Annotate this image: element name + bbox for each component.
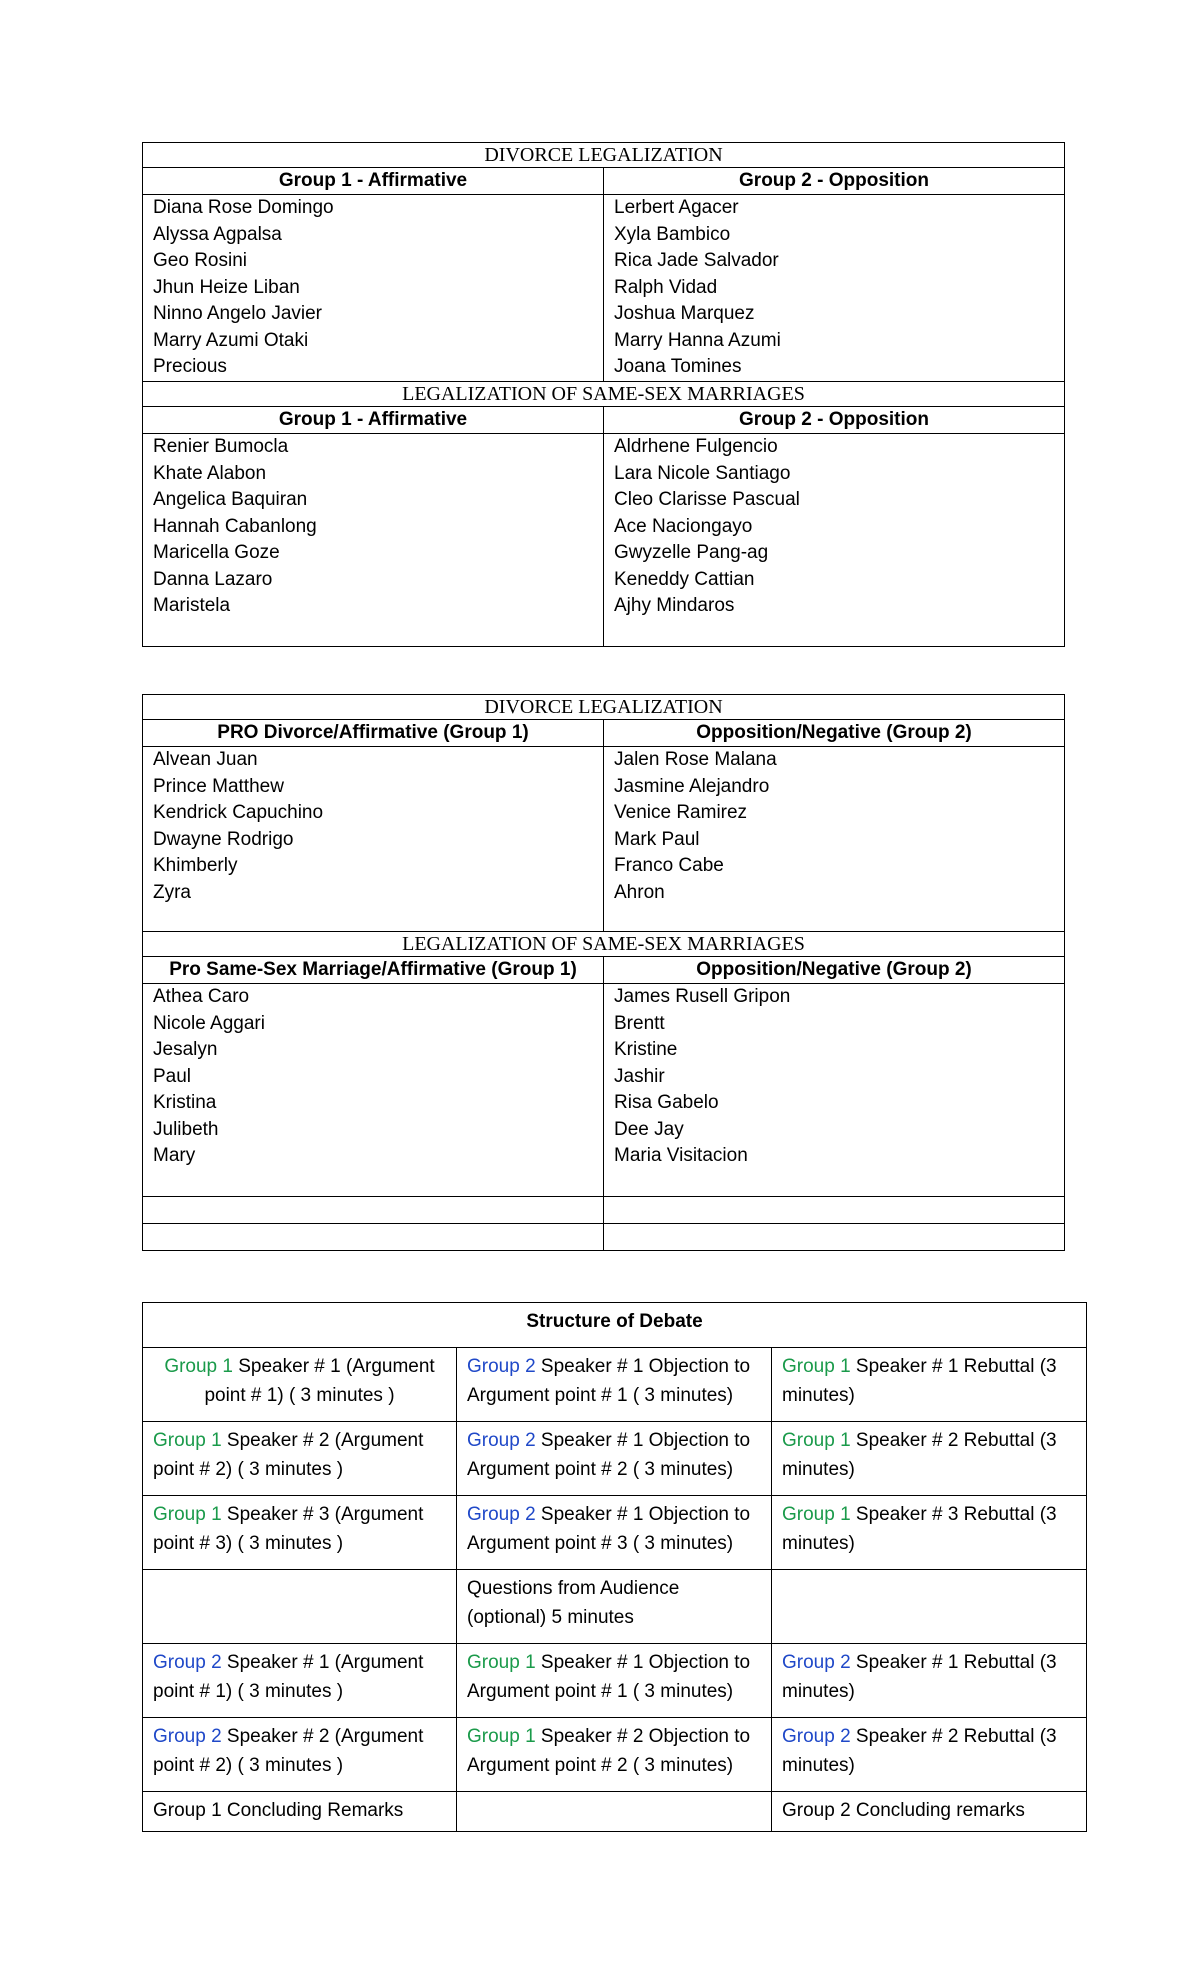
participant-name: Ninno Angelo Javier (153, 303, 322, 324)
participant-name: Dee Jay (614, 1118, 684, 1140)
group-label: Group 1 (782, 1430, 851, 1451)
participant-name: Dwayne Rodrigo (153, 828, 294, 850)
structure-cell-text: Questions from Audience (optional) 5 minutes (467, 1578, 680, 1628)
participant-name: Paul (153, 1065, 192, 1087)
column-header-pro: Pro Same-Sex Marriage/Affirmative (Group 1) (143, 957, 604, 984)
participant-name: Angelica Baquiran (153, 489, 308, 510)
participant-name: Lara Nicole Santiago (614, 462, 791, 484)
participant-name: Cleo Clarisse Pascual (614, 489, 800, 510)
participant-name: Mary (153, 1145, 196, 1166)
empty-cell (143, 1224, 604, 1251)
structure-cell-text: Speaker # 1 (Argument point # 1) ( 3 minutes ) (153, 1652, 424, 1702)
structure-cell (457, 1422, 772, 1496)
section-title: LEGALIZATION OF SAME-SEX MARRIAGES (143, 932, 1065, 957)
participant-name: Marry Azumi Otaki (153, 329, 309, 351)
structure-cell (143, 1422, 457, 1496)
participant-name: Marry Hanna Azumi (614, 329, 781, 351)
negative-list (604, 984, 1065, 1197)
participant-name: Mark Paul (614, 828, 700, 850)
participant-name: Jesalyn (153, 1039, 218, 1060)
structure-cell-text: Speaker # 1 Rebuttal (3 minutes) (782, 1356, 1057, 1406)
structure-cell (772, 1792, 1087, 1832)
structure-cell (772, 1422, 1087, 1496)
participant-name: Jhun Heize Liban (153, 276, 300, 298)
structure-rows (143, 1348, 1087, 1832)
group-label: Group 2 (153, 1652, 222, 1673)
group-label: Group 2 (467, 1356, 536, 1377)
structure-cell (457, 1570, 772, 1644)
structure-row (143, 1792, 1087, 1832)
participant-name: Kristine (614, 1039, 678, 1060)
structure-row (143, 1348, 1087, 1422)
structure-cell (457, 1792, 772, 1832)
participant-name: Franco Cabe (614, 855, 724, 876)
structure-row (143, 1644, 1087, 1718)
opposition-list (604, 195, 1065, 382)
participant-name: Aldrhene Fulgencio (614, 436, 778, 457)
structure-cell-text: Speaker # 3 Rebuttal (3 minutes) (782, 1504, 1057, 1554)
structure-cell-text: Speaker # 2 (Argument point # 2) ( 3 minutes ) (153, 1430, 424, 1480)
participant-name: Venice Ramirez (614, 802, 748, 823)
participant-name: Brentt (614, 1012, 665, 1034)
group-label: Group 1 (467, 1652, 536, 1673)
participant-name: Rica Jade Salvador (614, 250, 779, 271)
participant-name: Diana Rose Domingo (153, 197, 334, 218)
column-header-pro: PRO Divorce/Affirmative (Group 1) (143, 720, 604, 747)
participant-name: Alyssa Agpalsa (153, 223, 282, 245)
participant-name: Precious (153, 356, 227, 377)
structure-cell-text: Group 1 Concluding Remarks (153, 1800, 404, 1821)
pro-list (143, 984, 604, 1197)
participant-name: Ahron (614, 881, 665, 903)
group-label: Group 2 (467, 1504, 536, 1525)
participant-name: Jasmine Alejandro (614, 775, 770, 797)
section-title: DIVORCE LEGALIZATION (143, 143, 1065, 168)
structure-cell (457, 1348, 772, 1422)
participant-name: Jalen Rose Malana (614, 749, 777, 770)
participant-name: Renier Bumocla (153, 436, 289, 457)
participant-name: Geo Rosini (153, 250, 247, 271)
structure-cell-text: Speaker # 1 Objection to Argument point # 3 ( 3 minutes) (467, 1504, 751, 1554)
participant-name: Danna Lazaro (153, 568, 273, 590)
structure-cell (143, 1792, 457, 1832)
group-label: Group 1 (153, 1504, 222, 1525)
structure-cell (457, 1718, 772, 1792)
participant-name: Khate Alabon (153, 462, 267, 484)
empty-cell (604, 1224, 1065, 1251)
structure-cell (772, 1348, 1087, 1422)
group-label: Group 1 (153, 1430, 222, 1451)
structure-cell (143, 1570, 457, 1644)
column-header-affirmative: Group 1 - Affirmative (143, 407, 604, 434)
group-label: Group 2 (467, 1430, 536, 1451)
participant-name: Jashir (614, 1065, 665, 1087)
structure-row (143, 1570, 1087, 1644)
structure-cell-text: Speaker # 2 (Argument point # 2) ( 3 minutes ) (153, 1726, 424, 1776)
structure-cell (143, 1718, 457, 1792)
column-header-negative: Opposition/Negative (Group 2) (604, 957, 1065, 984)
pro-list (143, 747, 604, 932)
participant-name: Ace Naciongayo (614, 515, 753, 537)
structure-cell-text: Speaker # 2 Objection to Argument point # 2 ( 3 minutes) (467, 1726, 751, 1776)
structure-cell-text: Speaker # 1 (Argument point # 1) ( 3 minutes ) (204, 1356, 435, 1406)
structure-cell (143, 1348, 457, 1422)
structure-cell (772, 1718, 1087, 1792)
empty-cell (143, 1197, 604, 1224)
participant-name: Keneddy Cattian (614, 568, 755, 590)
structure-cell-text: Group 2 Concluding remarks (782, 1800, 1025, 1821)
structure-cell-text: Speaker # 1 Objection to Argument point # 1 ( 3 minutes) (467, 1652, 751, 1702)
group-label: Group 1 (467, 1726, 536, 1747)
participant-name: Kendrick Capuchino (153, 802, 324, 823)
participant-name: James Rusell Gripon (614, 986, 791, 1007)
section-title: LEGALIZATION OF SAME-SEX MARRIAGES (143, 382, 1065, 407)
participant-name: Joshua Marquez (614, 303, 755, 324)
column-header-negative: Opposition/Negative (Group 2) (604, 720, 1065, 747)
opposition-list (604, 434, 1065, 647)
participant-name: Athea Caro (153, 986, 250, 1007)
participant-name: Zyra (153, 881, 191, 903)
debate-groups-table-1 (142, 142, 1065, 647)
structure-cell-text: Speaker # 1 Objection to Argument point # 2 ( 3 minutes) (467, 1430, 751, 1480)
structure-row (143, 1496, 1087, 1570)
participant-name: Alvean Juan (153, 749, 258, 770)
group-label: Group 2 (782, 1652, 851, 1673)
structure-cell (772, 1644, 1087, 1718)
participant-name: Prince Matthew (153, 775, 284, 797)
group-label: Group 1 (782, 1356, 851, 1377)
structure-cell-text: Speaker # 1 Rebuttal (3 minutes) (782, 1652, 1057, 1702)
debate-structure-table (142, 1302, 1087, 1832)
participant-name: Nicole Aggari (153, 1012, 265, 1034)
structure-cell (457, 1496, 772, 1570)
participant-name: Xyla Bambico (614, 223, 731, 245)
column-header-opposition: Group 2 - Opposition (604, 168, 1065, 195)
column-header-affirmative: Group 1 - Affirmative (143, 168, 604, 195)
participant-name: Lerbert Agacer (614, 197, 739, 218)
structure-cell (143, 1644, 457, 1718)
group-label: Group 2 (782, 1726, 851, 1747)
participant-name: Ajhy Mindaros (614, 595, 735, 616)
structure-cell (143, 1496, 457, 1570)
participant-name: Hannah Cabanlong (153, 515, 317, 537)
section-title: DIVORCE LEGALIZATION (143, 695, 1065, 720)
group-label: Group 1 (164, 1356, 233, 1377)
negative-list (604, 747, 1065, 932)
structure-cell (772, 1570, 1087, 1644)
participant-name: Maria Visitacion (614, 1145, 748, 1166)
column-header-opposition: Group 2 - Opposition (604, 407, 1065, 434)
structure-cell-text: Speaker # 1 Objection to Argument point # 1 ( 3 minutes) (467, 1356, 751, 1406)
affirmative-list (143, 195, 604, 382)
structure-cell (772, 1496, 1087, 1570)
empty-cell (604, 1197, 1065, 1224)
participant-name: Julibeth (153, 1118, 219, 1140)
participant-name: Maristela (153, 595, 231, 616)
structure-cell-text: Speaker # 2 Rebuttal (3 minutes) (782, 1726, 1057, 1776)
participant-name: Kristina (153, 1092, 217, 1113)
group-label: Group 1 (782, 1504, 851, 1525)
participant-name: Joana Tomines (614, 356, 742, 377)
structure-cell (457, 1644, 772, 1718)
structure-title: Structure of Debate (143, 1303, 1087, 1348)
participant-name: Maricella Goze (153, 542, 280, 563)
participant-name: Gwyzelle Pang-ag (614, 542, 769, 563)
group-label: Group 2 (153, 1726, 222, 1747)
structure-cell-text: Speaker # 3 (Argument point # 3) ( 3 minutes ) (153, 1504, 424, 1554)
participant-name: Risa Gabelo (614, 1092, 719, 1113)
structure-row (143, 1422, 1087, 1496)
participant-name: Ralph Vidad (614, 276, 718, 298)
affirmative-list (143, 434, 604, 647)
structure-row (143, 1718, 1087, 1792)
debate-groups-table-2 (142, 694, 1065, 1251)
structure-cell-text: Speaker # 2 Rebuttal (3 minutes) (782, 1430, 1057, 1480)
participant-name: Khimberly (153, 855, 238, 876)
